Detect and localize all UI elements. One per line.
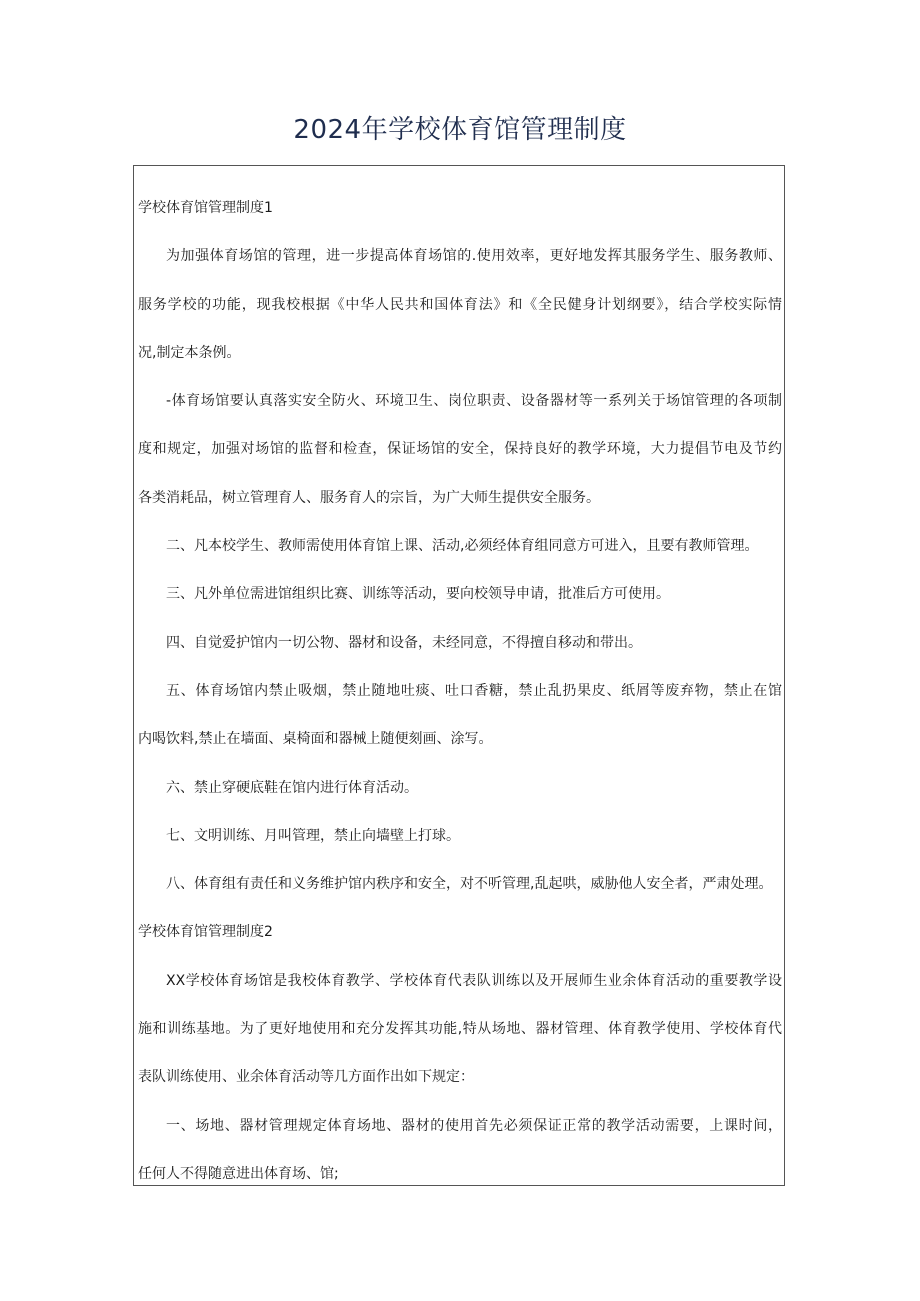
text-line: 况,制定本条例。 (138, 344, 241, 361)
document-title: 2024年学校体育馆管理制度 (293, 115, 627, 145)
text-line: 为加强体育场馆的管理，进一步提高体育场馆的.使用效率，更好地发挥其服务学生、服务教师、 (166, 248, 782, 265)
text-line: 三、凡外单位需进馆组织比赛、训练等活动，要向校领导申请，批准后方可使用。 (166, 586, 670, 603)
section-heading: 学校体育馆管理制度2 (138, 924, 273, 941)
text-line: 五、体育场馆内禁止吸烟，禁止随地吐痰、吐口香糖，禁止乱扔果皮、纸屑等废弃物，禁止在馆 (166, 682, 782, 699)
text-line: 七、文明训练、月叫管理，禁止向墙壁上打球。 (166, 827, 460, 844)
text-line: 各类消耗品，树立管理育人、服务育人的宗旨，为广大师生提供安全服务。 (138, 489, 600, 506)
text-line: 四、自觉爱护馆内一切公物、器材和设备，未经同意，不得擅自移动和带出。 (166, 634, 642, 651)
text-line: 内喝饮料,禁止在墙面、桌椅面和器械上随便刻画、涂写。 (138, 731, 493, 748)
text-line: 八、体育组有责任和义务维护馆内秩序和安全，对不听管理,乱起哄，威胁他人安全者，严肃处理。 (166, 876, 773, 893)
content-frame (133, 165, 785, 1186)
text-line: XX学校体育场馆是我校体育教学、学校体育代表队训练以及开展师生业余体育活动的重要教学设 (166, 972, 782, 989)
section-heading: 学校体育馆管理制度1 (138, 200, 273, 216)
text-line: 服务学校的功能，现我校根据《中华人民共和国体育法》和《全民健身计划纲要》，结合学校实际情 (138, 296, 782, 313)
text-line: 施和训练基地。为了更好地使用和充分发挥其功能,特从场地、器材管理、体育教学使用、学校体育代 (138, 1021, 782, 1038)
text-line: 二、凡本校学生、教师需使用体育馆上课、活动,必须经体育组同意方可进入，且要有教师管理。 (166, 538, 759, 555)
text-line: 六、禁止穿硬底鞋在馆内进行体育活动。 (166, 779, 418, 796)
text-line: 一、场地、器材管理规定体育场地、器材的使用首先必须保证正常的教学活动需要，上课时间， (166, 1117, 782, 1134)
text-line: -体育场馆要认真落实安全防火、环境卫生、岗位职责、设备器材等一系列关于场馆管理的各项制 (166, 393, 782, 410)
text-line: 表队训练使用、业余体育活动等几方面作出如下规定： (138, 1069, 474, 1086)
text-line: 任何人不得随意进出体育场、馆; (138, 1165, 339, 1182)
content-body (134, 166, 785, 1186)
text-line: 度和规定，加强对场馆的监督和检查，保证场馆的安全，保持良好的教学环境，大力提倡节电及节约 (138, 441, 782, 458)
